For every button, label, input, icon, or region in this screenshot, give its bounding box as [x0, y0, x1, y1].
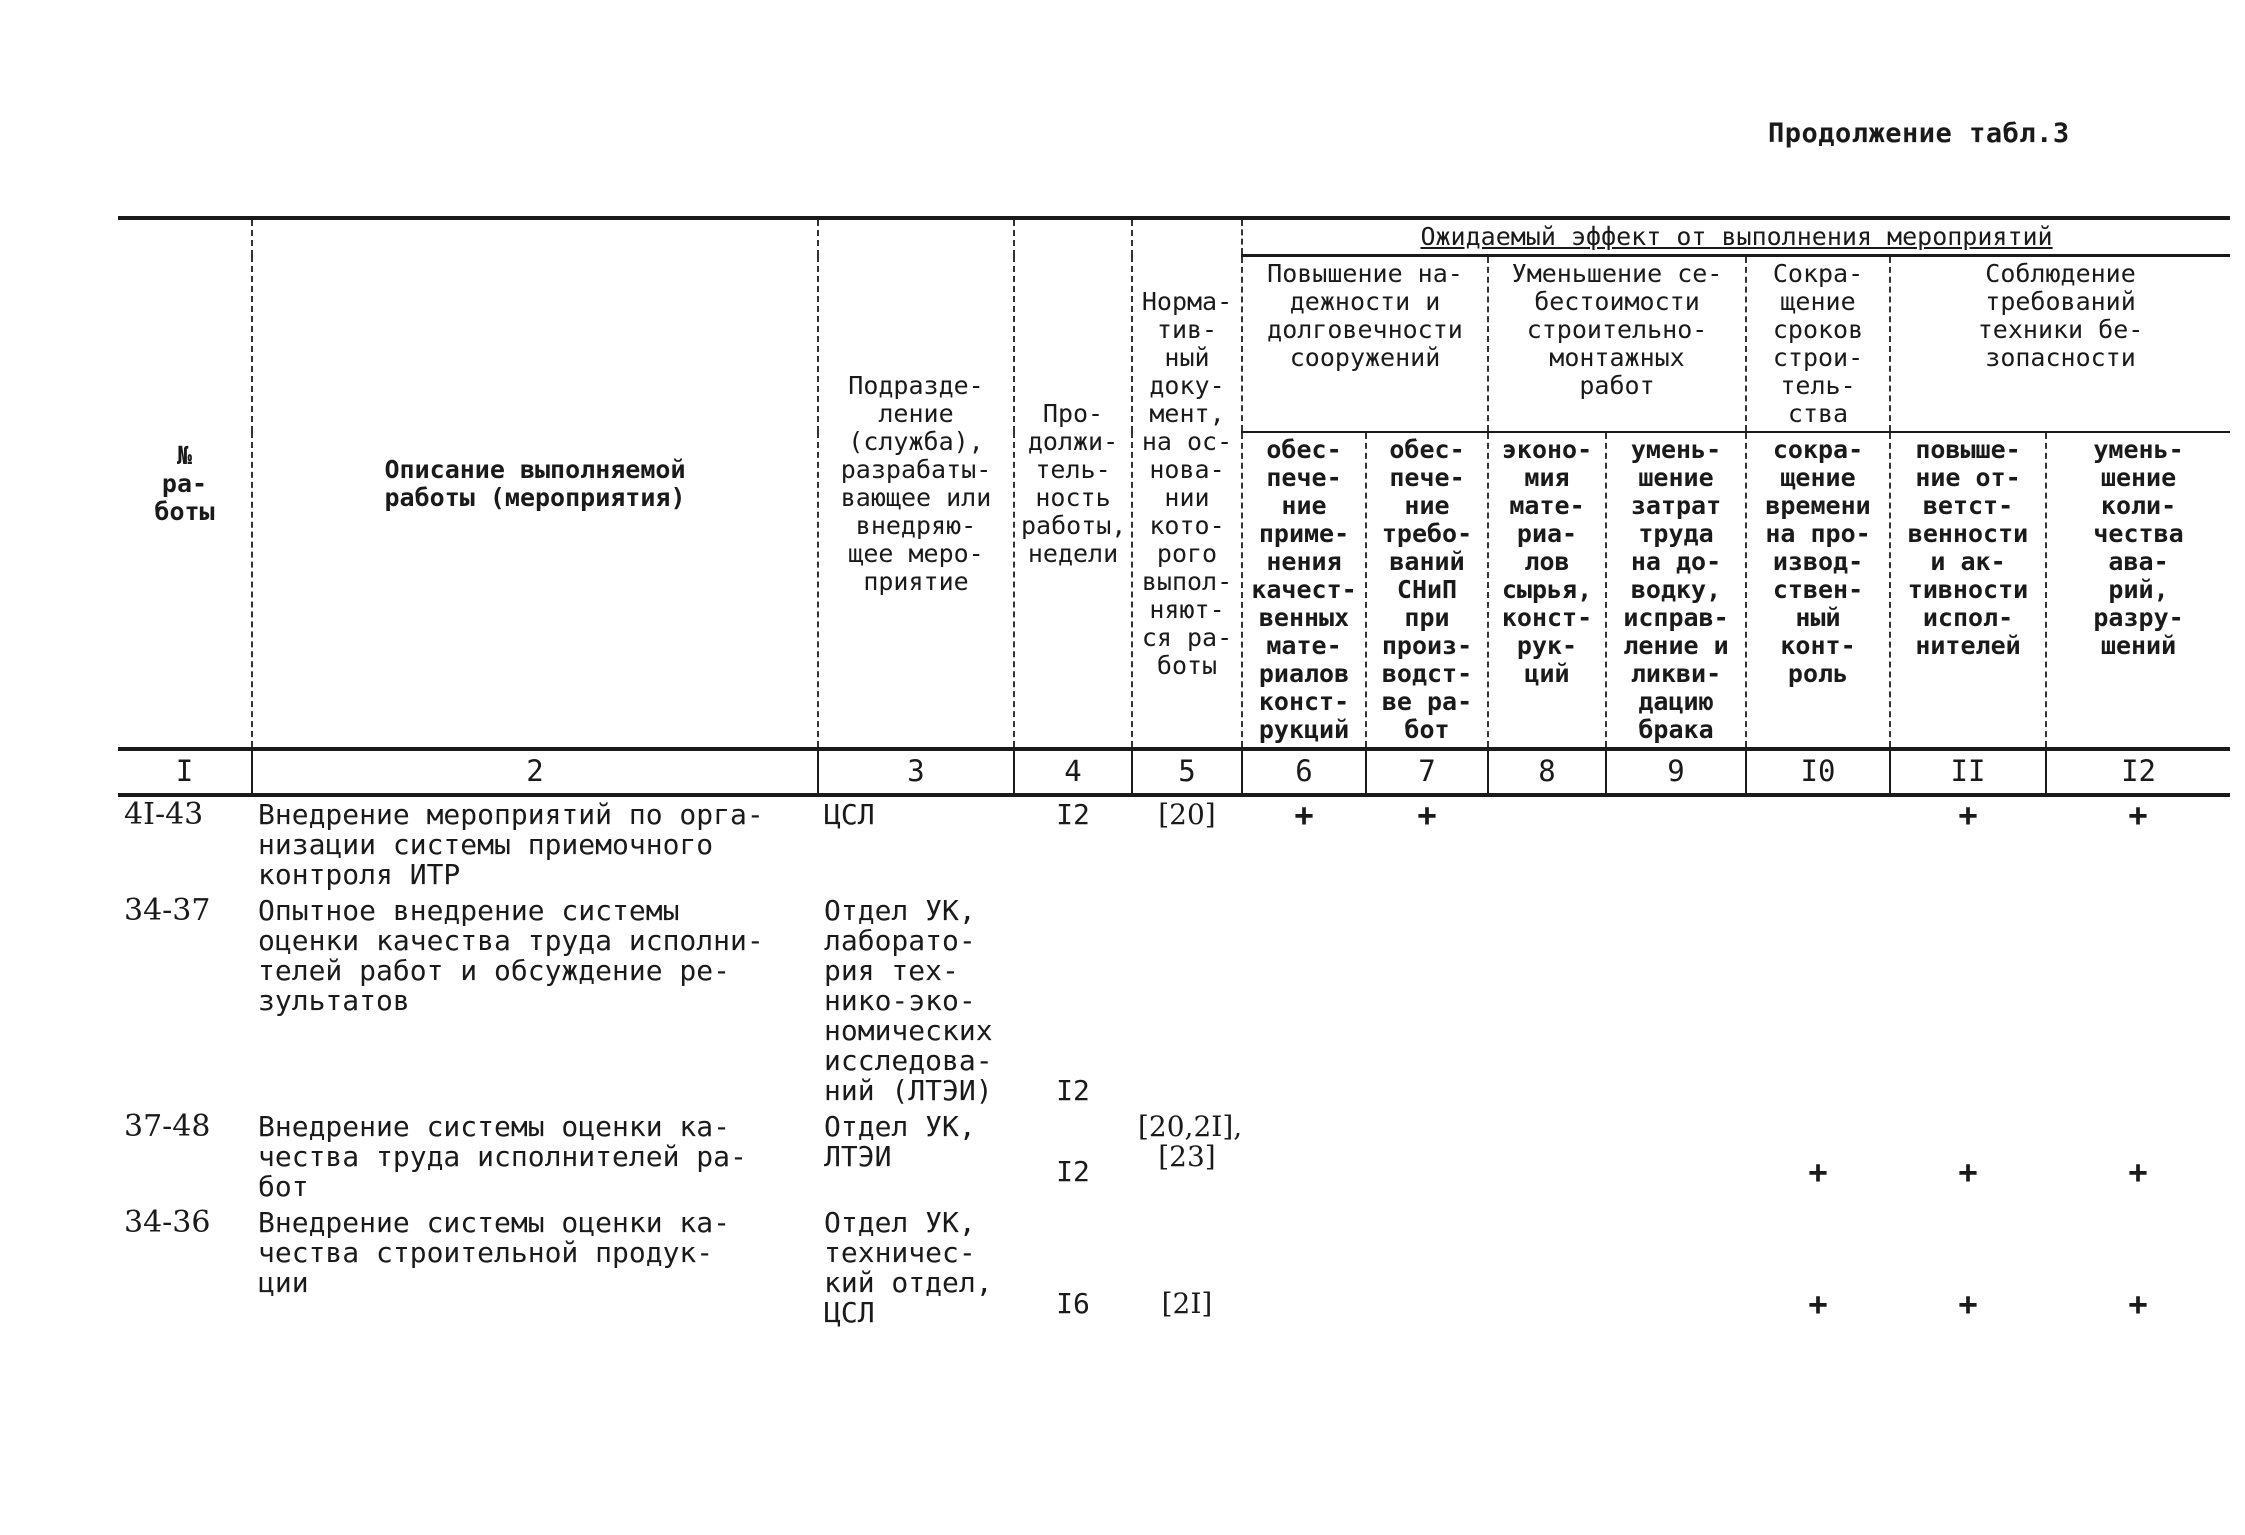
- row-department: Отдел УК, техничес- кий отдел, ЦСЛ: [824, 1206, 993, 1329]
- effect-mark: +: [1958, 796, 1978, 834]
- column-number: I0: [1746, 749, 1890, 795]
- effect-mark: [1242, 1109, 1366, 1205]
- table-row: [118, 1109, 2230, 1205]
- column-number: 9: [1606, 749, 1746, 795]
- effect-mark: [1366, 1205, 1488, 1331]
- header-description: Описание выполняемой работы (мероприятия): [252, 218, 818, 749]
- column-number: I2: [2046, 749, 2230, 795]
- row-duration: I2: [1056, 1074, 1090, 1107]
- effect-mark: +: [1808, 1153, 1828, 1191]
- row-department: ЦСЛ: [824, 798, 875, 831]
- row-number: 37-48: [124, 1109, 211, 1144]
- table-row: [118, 1205, 2230, 1331]
- column-number: 2: [252, 749, 818, 795]
- effect-mark: +: [2128, 1153, 2148, 1191]
- header-expected-effect: Ожидаемый эффект от выполнения мероприятий: [1242, 218, 2230, 256]
- column-number: I: [118, 749, 252, 795]
- row-number: 4I-43: [124, 797, 204, 832]
- effect-mark: [1746, 795, 1890, 893]
- header-col12: умень- шение коли- чества ава- рий, разру- шений: [2046, 432, 2230, 749]
- effect-mark: [1890, 893, 2046, 1109]
- measures-table: [118, 216, 2230, 1331]
- row-description: Опытное внедрение системы оценки качества труда исполни- телей работ и обсуждение ре- зультатов: [258, 894, 764, 1017]
- effect-mark: [1242, 1205, 1366, 1331]
- effect-mark: +: [1294, 796, 1314, 834]
- header-group-cost: Уменьшение се- бестоимости строительно- монтажных работ: [1488, 256, 1746, 433]
- header-col8: эконо- мия мате- риа- лов сырья, конст- рук- ций: [1488, 432, 1606, 749]
- effect-mark: [1606, 1205, 1746, 1331]
- effect-mark: [1488, 795, 1606, 893]
- effect-mark: [1366, 1109, 1488, 1205]
- column-number: 8: [1488, 749, 1606, 795]
- effect-mark: +: [1958, 1153, 1978, 1191]
- column-number: 6: [1242, 749, 1366, 795]
- header-work-number: № ра- боты: [118, 218, 252, 749]
- row-duration: I2: [1056, 798, 1090, 831]
- effect-mark: +: [1958, 1285, 1978, 1323]
- effect-mark: +: [1417, 796, 1437, 834]
- column-number: 3: [818, 749, 1014, 795]
- column-number: II: [1890, 749, 2046, 795]
- effect-mark: +: [2128, 1285, 2148, 1323]
- column-number-row: [118, 749, 2230, 795]
- row-duration: I6: [1056, 1287, 1090, 1320]
- row-number: 34-36: [124, 1205, 211, 1240]
- row-department: Отдел УК, ЛТЭИ: [824, 1110, 976, 1173]
- effect-mark: [1606, 795, 1746, 893]
- row-description: Внедрение системы оценки ка- чества строительной продук- ции: [258, 1206, 731, 1299]
- effect-mark: [1488, 1109, 1606, 1205]
- header-col9: умень- шение затрат труда на до- водку, исправ- ление и ликви- дацию брака: [1606, 432, 1746, 749]
- row-reference: [2I]: [1161, 1287, 1213, 1320]
- header-col7: обес- пече- ние требо- ваний СНиП при произ- водст- ве ра- бот: [1366, 432, 1488, 749]
- row-department: Отдел УК, лаборато- рия тех- нико-эко- номических исследова- ний (ЛТЭИ): [824, 894, 993, 1107]
- header-group-safety: Соблюдение требований техники бе- зопасности: [1890, 256, 2230, 433]
- effect-mark: [1242, 893, 1366, 1109]
- header-normative-document: Норма- тив- ный доку- мент, на ос- нова- нии кото- рого выпол- няют- ся ра- боты: [1132, 218, 1242, 749]
- column-number: 5: [1132, 749, 1242, 795]
- effect-mark: [1488, 1205, 1606, 1331]
- row-description: Внедрение системы оценки ка- чества труда исполнителей ра- бот: [258, 1110, 747, 1203]
- effect-mark: [1488, 893, 1606, 1109]
- page-caption: Продолжение табл.3: [1768, 118, 2070, 149]
- header-col6: обес- пече- ние приме- нения качест- венных мате- риалов конст- рукций: [1242, 432, 1366, 749]
- header-duration: Про- должи- тель- ность работы, недели: [1014, 218, 1132, 749]
- row-description: Внедрение мероприятий по орга- низации системы приемочного контроля ИТР: [258, 798, 764, 891]
- column-number: 4: [1014, 749, 1132, 795]
- header-col11: повыше- ние от- ветст- венности и ак- тивности испол- нителей: [1890, 432, 2046, 749]
- effect-mark: [1746, 893, 1890, 1109]
- effect-mark: [1606, 893, 1746, 1109]
- row-reference: [20,2I], [23]: [1138, 1110, 1243, 1173]
- effect-mark: [1366, 893, 1488, 1109]
- table-row: [118, 893, 2230, 1109]
- row-reference: [1132, 893, 1242, 1109]
- row-reference: [20]: [1158, 798, 1216, 831]
- table-row: [118, 795, 2230, 893]
- effect-mark: [2046, 893, 2230, 1109]
- row-number: 34-37: [124, 893, 211, 928]
- row-duration: I2: [1056, 1155, 1090, 1188]
- effect-mark: +: [1808, 1285, 1828, 1323]
- effect-mark: +: [2128, 796, 2148, 834]
- header-group-reliability: Повышение на- дежности и долговечности сооружений: [1242, 256, 1488, 433]
- header-department: Подразде- ление (служба), разрабаты- вающее или внедряю- щее меро- приятие: [818, 218, 1014, 749]
- header-group-time: Сокра- щение сроков строи- тель- ства: [1746, 256, 1890, 433]
- effect-mark: [1606, 1109, 1746, 1205]
- header-col10: сокра- щение времени на про- извод- ствен- ный конт- роль: [1746, 432, 1890, 749]
- column-number: 7: [1366, 749, 1488, 795]
